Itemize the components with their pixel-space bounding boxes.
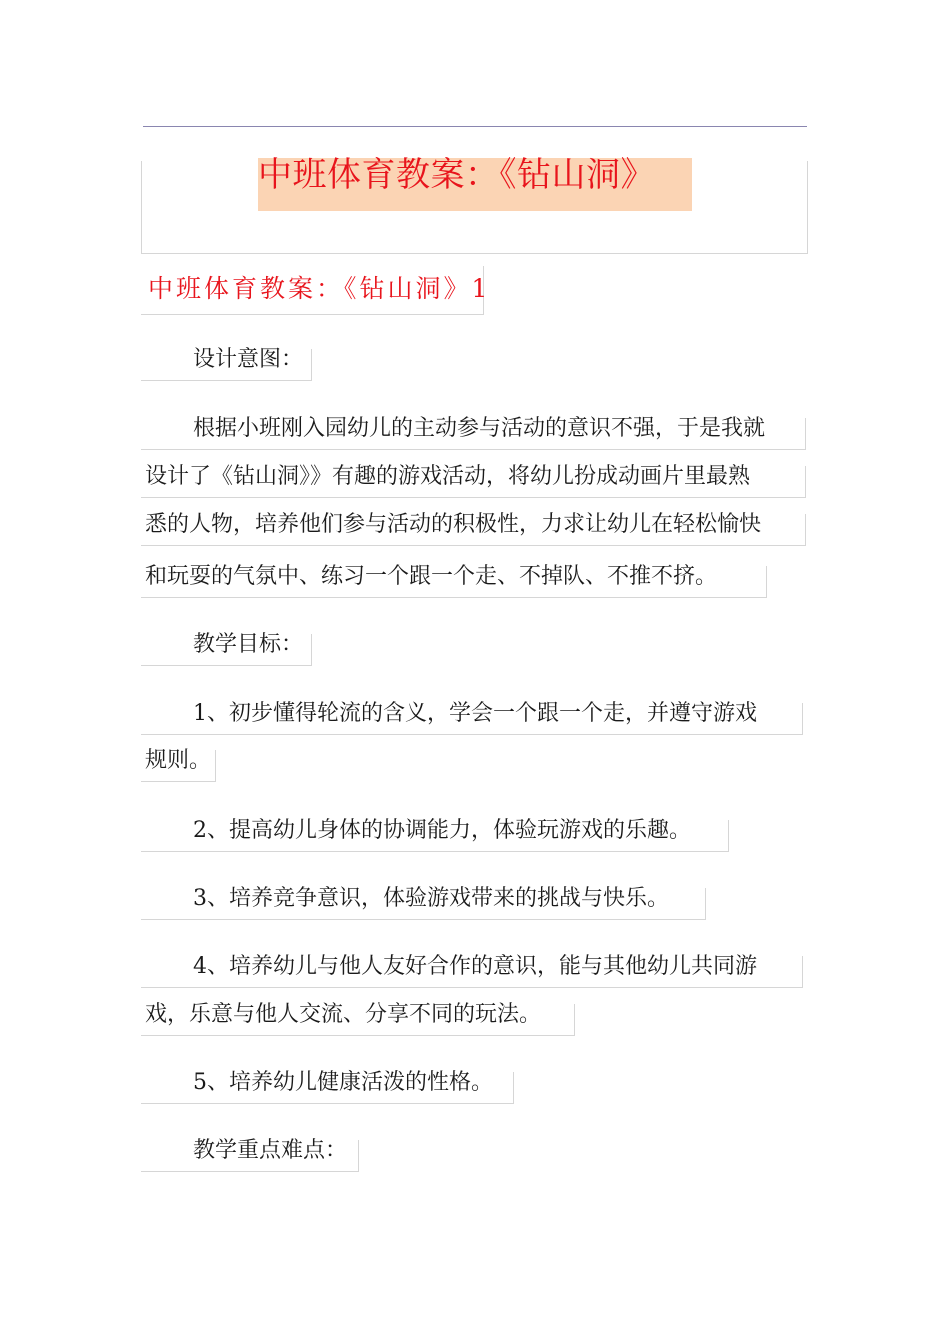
section-heading-design-intent: 设计意图： (193, 347, 304, 372)
document-title: 中班体育教案：《钻山洞》 (258, 155, 655, 195)
header-rule (143, 126, 807, 127)
document-subtitle: 中班体育教案：《钻山洞》1 (148, 274, 491, 303)
goal-item: 3、培养竞争意识，体验游戏带来的挑战与快乐。 (193, 886, 669, 911)
paragraph-line: 设计了《钻山洞》》有趣的游戏活动，将幼儿扮成动画片里最熟 (145, 464, 751, 489)
goal-item: 2、提高幼儿身体的协调能力，体验玩游戏的乐趣。 (193, 818, 691, 843)
goal-item-continued: 戏，乐意与他人交流、分享不同的玩法。 (145, 1002, 542, 1027)
paragraph-line: 和玩耍的气氛中、练习一个跟一个走、不掉队、不推不挤。 (145, 564, 718, 589)
paragraph-line: 悉的人物，培养他们参与活动的积极性，力求让幼儿在轻松愉快 (145, 512, 762, 537)
goal-item: 4、培养幼儿与他人友好合作的意识，能与其他幼儿共同游 (193, 954, 757, 979)
goal-item-continued: 规则。 (145, 748, 212, 773)
goal-item: 1、初步懂得轮流的含义，学会一个跟一个走，并遵守游戏 (193, 701, 757, 726)
section-heading-goals: 教学目标： (193, 632, 304, 657)
section-heading-key-points: 教学重点难点： (193, 1138, 348, 1163)
goal-item: 5、培养幼儿健康活泼的性格。 (193, 1070, 493, 1095)
paragraph-line: 根据小班刚入园幼儿的主动参与活动的意识不强，于是我就 (193, 416, 766, 441)
